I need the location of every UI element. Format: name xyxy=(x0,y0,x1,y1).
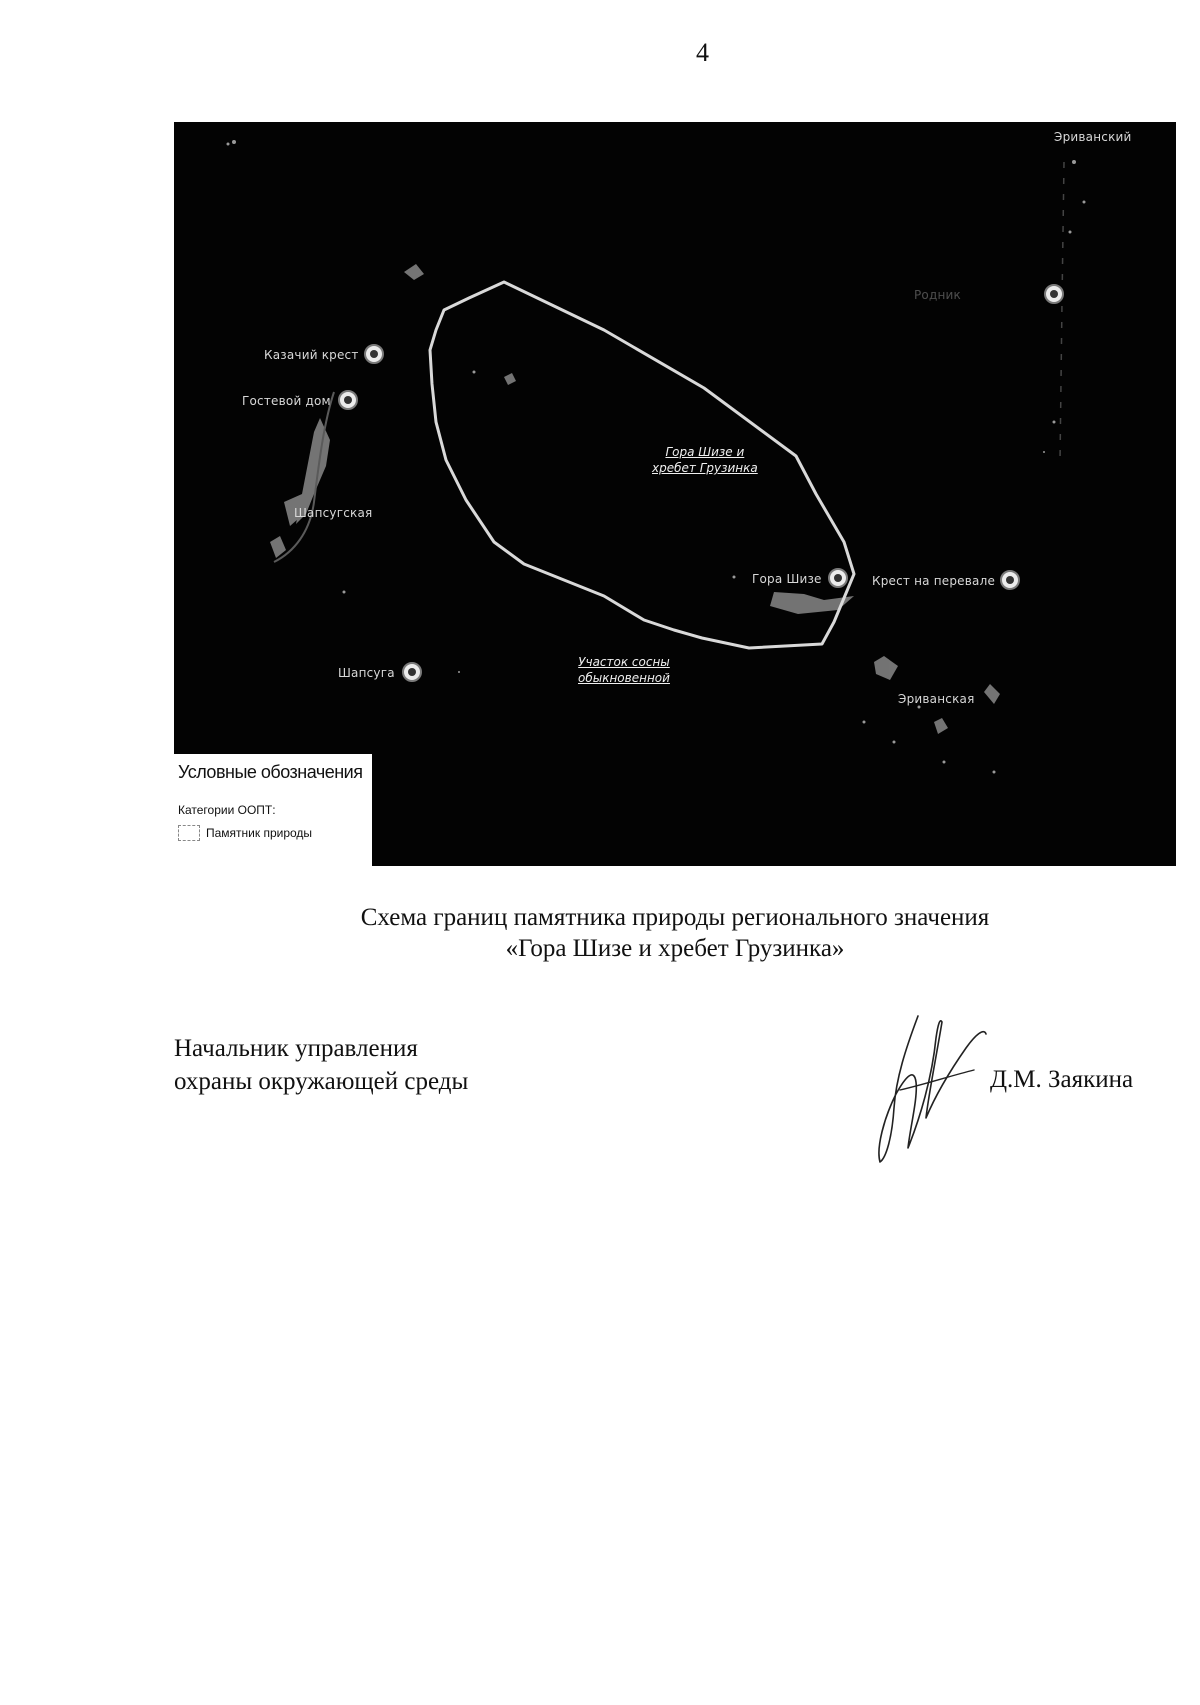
place-erivanskiy: Эриванский xyxy=(1054,130,1132,144)
area-label-protected xyxy=(652,444,758,476)
place-gostevoy-dom: Гостевой дом xyxy=(242,394,331,408)
signer-name: Д.М. Заякина xyxy=(990,1066,1134,1093)
place-krest-na-perevale: Крест на перевале xyxy=(872,574,996,588)
area-label-pine xyxy=(578,654,670,686)
page-number: 4 xyxy=(696,38,709,67)
position-line1: Начальник управления xyxy=(174,1035,418,1062)
poi-spring-icon[interactable] xyxy=(1044,284,1064,304)
handwritten-signature xyxy=(866,998,1006,1168)
area-label-pine-line1: Участок сосны xyxy=(578,655,670,669)
poi-mountain-icon[interactable] xyxy=(828,568,848,588)
place-gora-shize: Гора Шизе xyxy=(752,572,822,586)
map-caption xyxy=(174,902,1176,964)
legend-swatch-icon xyxy=(178,825,200,841)
area-label-protected-line2: хребет Грузинка xyxy=(652,461,758,475)
map-legend xyxy=(174,754,372,866)
place-spring: Родник xyxy=(914,288,961,302)
signer-position xyxy=(174,1032,468,1098)
poi-shapsuga-icon[interactable] xyxy=(402,662,422,682)
poi-hotel-icon[interactable] xyxy=(338,390,358,410)
caption-line2: «Гора Шизе и хребет Грузинка» xyxy=(505,935,845,962)
position-line2: охраны окружающей среды xyxy=(174,1068,469,1095)
poi-cross-icon[interactable] xyxy=(364,344,384,364)
legend-title: Условные обозначения xyxy=(178,762,363,782)
place-shapsugskaya: Шапсугская xyxy=(294,506,373,520)
place-kazachiy-krest: Казачий крест xyxy=(264,348,359,362)
place-erivanskaya: Эриванская xyxy=(898,692,975,706)
boundary-map xyxy=(174,122,1176,866)
caption-line1: Схема границ памятника природы регионального значения xyxy=(360,904,990,931)
legend-item-label: Памятник природы xyxy=(206,826,313,840)
poi-pass-cross-icon[interactable] xyxy=(1000,570,1020,590)
legend-row xyxy=(178,825,368,841)
place-shapsuga: Шапсуга xyxy=(338,666,395,680)
area-label-protected-line1: Гора Шизе и xyxy=(665,445,745,459)
legend-category: Категории ООПТ: xyxy=(178,803,276,817)
area-label-pine-line2: обыкновенной xyxy=(578,671,670,685)
